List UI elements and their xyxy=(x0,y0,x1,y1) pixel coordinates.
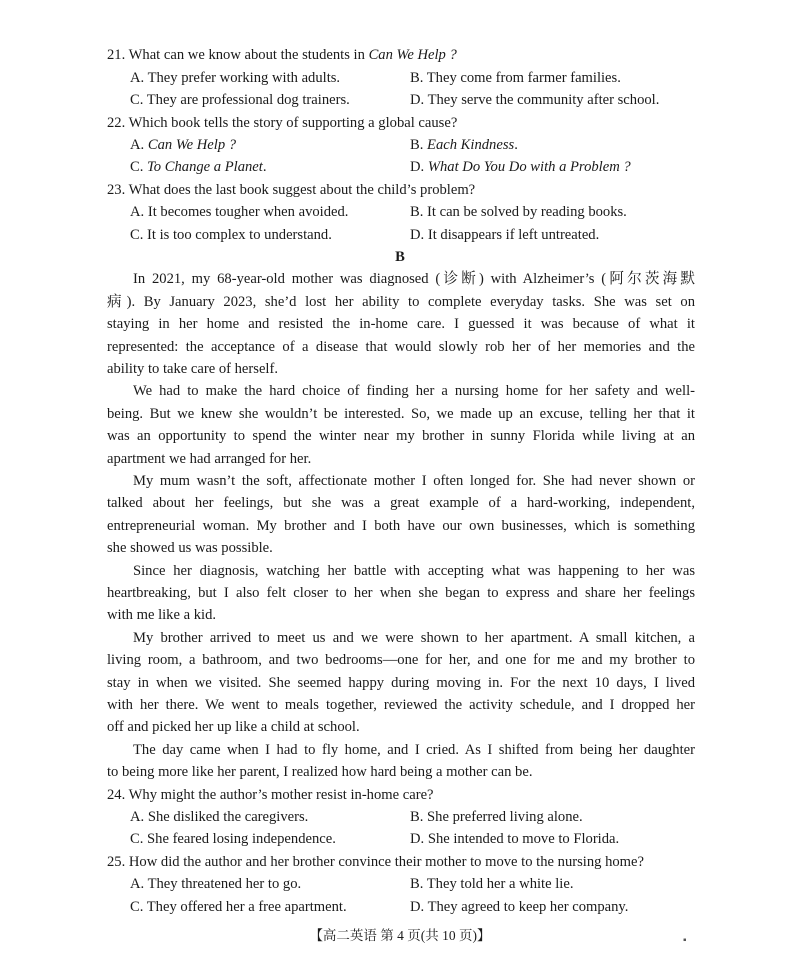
q22-c-period: . xyxy=(262,159,267,175)
passage-line-1: In 2021, my 68-year-old mother was diagnosed (诊断) with Alzheimer’s (阿尔茨海默 xyxy=(133,271,695,287)
q22-option-d xyxy=(410,157,631,177)
q24-option-a: A. She disliked the caregivers. xyxy=(130,809,309,825)
q24-option-d: D. She intended to move to Florida. xyxy=(410,831,620,847)
passage-line-11: talked about her feelings, but she was a great example of a hard-working, independent, xyxy=(107,495,695,511)
question-24-stem: 24. Why might the author’s mother resist in-home care? xyxy=(107,787,434,803)
q25-option-d: D. They agreed to keep her company. xyxy=(410,899,629,915)
page-footer: 【高二英语 第 4 页(共 10 页)】 xyxy=(309,928,491,943)
passage-line-14: Since her diagnosis, watching her battle with accepting what was happening to her was xyxy=(133,563,695,579)
passage-line-19: stay in when we visited. She seemed happy during moving in. For the next 10 days, I lived xyxy=(107,675,695,691)
passage-line-8: was an opportunity to spend the winter near my brother in sunny Florida while living at an xyxy=(107,428,695,444)
q25-option-a: A. They threatened her to go. xyxy=(130,876,302,892)
passage-line-13: she showed us was possible. xyxy=(107,540,273,556)
q22-option-c xyxy=(130,157,267,177)
q23-option-d: D. It disappears if left untreated. xyxy=(410,227,600,243)
q22-option-a xyxy=(130,135,236,155)
q22-a-title: Can We Help ? xyxy=(147,137,237,153)
passage-line-5: ability to take care of herself. xyxy=(107,361,278,377)
q21-option-a: A. They prefer working with adults. xyxy=(130,70,341,86)
question-22-stem: 22. Which book tells the story of supporting a global cause? xyxy=(107,115,458,131)
q22-d-letter: D. xyxy=(410,159,428,175)
passage-line-15: heartbreaking, but I also felt closer to her when she began to express and share her feelings xyxy=(107,585,695,601)
passage-line-22: The day came when I had to fly home, and I cried. As I shifted from being her daughter xyxy=(133,742,695,758)
q22-c-title: To Change a Planet xyxy=(147,159,263,175)
passage-line-12: entrepreneurial woman. My brother and I both have our own businesses, which is something xyxy=(107,518,695,534)
q25-option-b: B. They told her a white lie. xyxy=(410,876,574,892)
question-25-stem: 25. How did the author and her brother convince their mother to move to the nursing home? xyxy=(107,854,644,870)
passage-line-17: My brother arrived to meet us and we were shown to her apartment. A small kitchen, a xyxy=(133,630,695,646)
question-23-stem: 23. What does the last book suggest about the child’s problem? xyxy=(107,182,476,198)
q21-option-c: C. They are professional dog trainers. xyxy=(130,92,350,108)
q21-option-b: B. They come from farmer families. xyxy=(410,70,621,86)
passage-line-9: apartment we had arranged for her. xyxy=(107,451,312,467)
q21-option-d: D. They serve the community after school. xyxy=(410,92,660,108)
q23-option-a: A. It becomes tougher when avoided. xyxy=(130,204,349,220)
passage-line-23: to being more like her parent, I realized how hard being a mother can be. xyxy=(107,764,533,780)
question-21-stem xyxy=(107,45,457,65)
passage-line-3: staying in her home and resisted the in-home care. I guessed it was because of what it xyxy=(107,316,695,332)
q22-b-title: Each Kindness xyxy=(427,137,515,153)
q22-b-period: . xyxy=(514,137,518,153)
passage-line-18: living room, a bathroom, and two bedrooms—one for her, and one for me and my brother to xyxy=(107,652,695,668)
corner-mark: ▪ xyxy=(683,935,687,946)
passage-line-21: off and picked her up like a child at school. xyxy=(107,719,360,735)
passage-line-20: with her there. We went to meals together, reviewed the activity schedule, and I dropped her xyxy=(107,697,695,713)
q22-option-b xyxy=(410,135,518,155)
passage-line-10: My mum wasn’t the soft, affectionate mother I often longed for. She had never shown or xyxy=(133,473,695,489)
passage-line-6: We had to make the hard choice of finding her a nursing home for her safety and well- xyxy=(133,383,695,399)
question-21-book-title: Can We Help ? xyxy=(368,47,457,63)
q22-d-title: What Do You Do with a Problem ? xyxy=(427,159,631,175)
passage-line-7: being. But we knew she wouldn’t be interested. So, we made up an excuse, telling her that it xyxy=(107,406,695,422)
q22-a-letter: A. xyxy=(130,137,148,153)
q24-option-c: C. She feared losing independence. xyxy=(130,831,336,847)
q22-c-letter: C. xyxy=(130,159,148,175)
q24-option-b: B. She preferred living alone. xyxy=(410,809,583,825)
q25-option-c: C. They offered her a free apartment. xyxy=(130,899,347,915)
q22-b-letter: B. xyxy=(410,137,428,153)
q23-option-c: C. It is too complex to understand. xyxy=(130,227,332,243)
passage-line-2: 病). By January 2023, she’d lost her ability to complete everyday tasks. She was set on xyxy=(107,294,695,310)
passage-line-16: with me like a kid. xyxy=(107,607,217,623)
q23-option-b: B. It can be solved by reading books. xyxy=(410,204,627,220)
passage-line-4: represented: the acceptance of a disease that would slowly rob her of her memories and the xyxy=(107,339,695,355)
question-21-text: 21. What can we know about the students in xyxy=(107,47,369,63)
section-heading-b: B xyxy=(395,249,405,265)
